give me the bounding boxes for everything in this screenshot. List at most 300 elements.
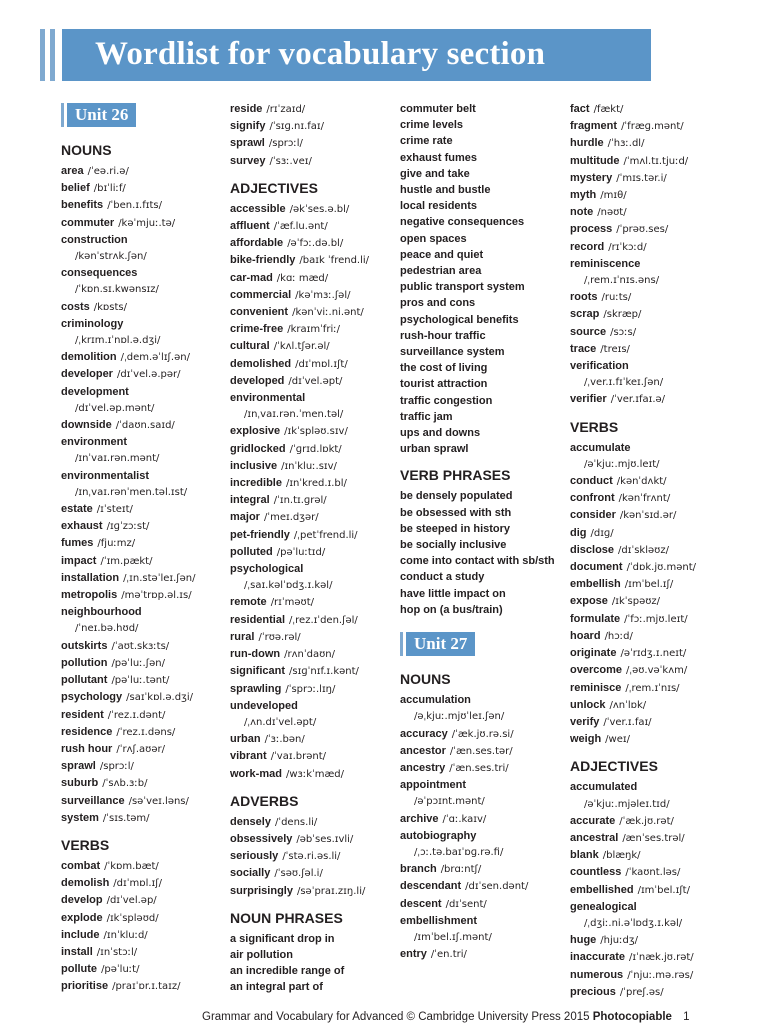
pronunciation: /əˈkjuː.mjʊ.leɪt/: [584, 458, 660, 470]
word: demolish: [61, 877, 110, 890]
word: inaccurate: [570, 951, 626, 964]
word-entry: [400, 166, 555, 182]
word-entry: [570, 101, 696, 118]
pronunciation: /brɑːntʃ/: [440, 864, 482, 876]
word: develop: [61, 894, 103, 907]
word-entry: [230, 865, 369, 882]
word-entry: [61, 587, 196, 604]
word-entry: [230, 594, 369, 611]
word-entry: [230, 963, 369, 979]
pronunciation: /ɪmˈbel.ɪʃ.mənt/: [414, 931, 492, 943]
section-heading: ADJECTIVES: [570, 758, 658, 775]
pronunciation: /skræp/: [603, 309, 642, 321]
word-entry: [61, 689, 196, 706]
pronunciation: /ɪkˈspləʊ.sɪv/: [284, 426, 348, 438]
word-entry: [570, 576, 696, 593]
pronunciation: /əbˈses.ɪvli/: [296, 833, 354, 845]
section-heading: VERBS: [61, 836, 110, 853]
wordlist-column-3: [400, 101, 555, 963]
word: hustle and bustle: [400, 184, 491, 197]
word-entry: [570, 628, 696, 645]
word: commercial: [230, 288, 292, 301]
pronunciation: /saɪˈkɒl.ə.dʒi/: [126, 692, 193, 704]
section-heading: NOUNS: [61, 142, 112, 158]
word: crime rate: [400, 135, 453, 148]
word-entry: [61, 384, 196, 400]
word-entry: [61, 197, 196, 214]
word-entry: [400, 861, 555, 878]
pronunciation: /sɪɡˈnɪf.ɪ.kənt/: [289, 666, 359, 678]
word: countless: [570, 866, 622, 879]
word: consequences: [61, 267, 138, 280]
wordlist-column-2: [230, 101, 369, 996]
word: ups and downs: [400, 427, 481, 440]
word: commuter: [61, 216, 115, 229]
word: residential: [230, 613, 286, 626]
pronunciation: /ˈɑː.kaɪv/: [442, 813, 487, 825]
pronunciation: /kənˈstrʌk.ʃən/: [75, 251, 147, 263]
word-entry: [570, 899, 696, 915]
pronunciation: /ˈmɪs.tər.i/: [616, 172, 667, 184]
pronunciation: /ˈæk.jʊ.rə.si/: [451, 728, 514, 740]
pronunciation: /əˈfɔː.də.bl/: [287, 238, 344, 250]
pronunciation: /ˌrez.ɪˈden.ʃəl/: [289, 614, 358, 626]
word-entry: [61, 570, 196, 587]
unit-badge: Unit 26: [67, 103, 136, 127]
word: gridlocked: [230, 442, 286, 455]
word: have little impact on: [400, 587, 506, 600]
word-entry: [400, 101, 555, 117]
word: a significant drop in: [230, 932, 335, 945]
wordlist-column-1: [61, 101, 196, 996]
word-entry: [570, 239, 696, 256]
word-entry: [400, 537, 555, 553]
word: dig: [570, 526, 587, 539]
word-entry: [61, 400, 196, 417]
pronunciation: /ɪˈsteɪt/: [96, 504, 133, 516]
pronunciation: /kənˈsɪd.ər/: [619, 510, 677, 522]
pronunciation: /ɪmˈbel.ɪʃt/: [637, 884, 690, 896]
word-entry: [230, 218, 369, 235]
word-entry: [230, 406, 369, 423]
pronunciation: /ˈsɪs.təm/: [102, 812, 150, 824]
word: document: [570, 561, 623, 574]
word: outskirts: [61, 639, 108, 652]
word: fragment: [570, 120, 618, 133]
title-banner: [40, 29, 651, 81]
word-entry: [570, 135, 696, 152]
pronunciation: /əkˈses.ə.bl/: [289, 203, 350, 215]
word-entry: [570, 391, 696, 408]
word: process: [570, 223, 613, 236]
word-entry: [230, 544, 369, 561]
word-entry: [570, 949, 696, 966]
pronunciation: /dɪˈmɒl.ɪʃt/: [295, 358, 348, 370]
word-entry: [230, 373, 369, 390]
word-entry: [230, 883, 369, 900]
word-entry: [61, 518, 196, 535]
word: undeveloped: [230, 699, 298, 712]
word: signify: [230, 120, 266, 133]
word: criminology: [61, 317, 124, 330]
word: embellished: [570, 883, 634, 896]
word-entry: [400, 441, 555, 457]
word-entry: [400, 811, 555, 828]
section-heading: NOUN PHRASES: [230, 909, 343, 926]
word-entry: [400, 521, 555, 537]
pronunciation: /ruːts/: [601, 292, 632, 304]
pronunciation: /rɪˈməʊt/: [270, 597, 314, 609]
word: mystery: [570, 171, 613, 184]
word-entry: [230, 235, 369, 252]
word-entry: [230, 748, 369, 765]
word: explode: [61, 911, 103, 924]
word: residence: [61, 725, 113, 738]
word-entry: [61, 281, 196, 298]
word-entry: [230, 663, 369, 680]
footer-photocopiable: Photocopiable: [592, 1011, 672, 1023]
unit-badge: Unit 27: [406, 632, 475, 656]
word-entry: [230, 153, 369, 170]
word: conduct a study: [400, 571, 485, 584]
page-footer: [202, 1011, 690, 1023]
word-entry: [570, 473, 696, 490]
word-entry: [61, 248, 196, 265]
word-entry: [230, 287, 369, 304]
word-entry: [570, 731, 696, 748]
word-entry: [570, 507, 696, 524]
word-entry: [570, 358, 696, 374]
word-entry: [400, 117, 555, 133]
word: significant: [230, 665, 286, 678]
word: originate: [570, 647, 617, 660]
word: crime-free: [230, 323, 284, 336]
word-entry: [61, 892, 196, 909]
pronunciation: /əˈpɔɪnt.mənt/: [414, 796, 485, 808]
word: an incredible range of: [230, 965, 345, 978]
pronunciation: /praɪˈɒr.ɪ.taɪz/: [112, 981, 181, 993]
word-entry: [230, 979, 369, 995]
word: peace and quiet: [400, 248, 484, 261]
word-entry: [570, 456, 696, 473]
word: rush hour: [61, 742, 113, 755]
pronunciation: /ˈvaɪ.brənt/: [270, 751, 326, 763]
word-entry: [230, 321, 369, 338]
pronunciation: /ˈnjuː.mə.rəs/: [627, 969, 694, 981]
word: bike-friendly: [230, 254, 296, 267]
word-entry: [570, 256, 696, 272]
word-entry: [400, 777, 555, 793]
pronunciation: /rɪˈkɔːd/: [608, 241, 647, 253]
word-entry: [230, 814, 369, 831]
word: exhaust: [61, 520, 103, 533]
word-entry: [570, 221, 696, 238]
pronunciation: /ˈmeɪ.dʒər/: [263, 512, 319, 524]
word-entry: [61, 724, 196, 741]
word-entry: [570, 779, 696, 795]
word: vibrant: [230, 750, 267, 763]
pronunciation: /rɪˈzaɪd/: [266, 104, 306, 115]
word-entry: [61, 434, 196, 450]
word-entry: [400, 946, 555, 963]
word: surprisingly: [230, 884, 293, 897]
pronunciation: /kɒsts/: [93, 301, 127, 313]
word-entry: [570, 187, 696, 204]
word-entry: [570, 324, 696, 341]
pronunciation: /kraɪmˈfriː/: [287, 324, 340, 336]
word-entry: [61, 535, 196, 552]
word-entry: [230, 423, 369, 440]
pronunciation: /pəˈluː.tənt/: [111, 675, 170, 687]
word-entry: [570, 611, 696, 628]
word: pollutant: [61, 674, 108, 687]
word: pet-friendly: [230, 528, 290, 541]
word: negative consequences: [400, 216, 525, 229]
pronunciation: /ɪmˈbel.ɪʃ/: [624, 579, 674, 591]
word: embellishment: [400, 914, 478, 927]
word: cultural: [230, 340, 270, 353]
word-entry: [400, 553, 555, 569]
word: be socially inclusive: [400, 539, 507, 552]
pronunciation: /ˈhɜː.dl/: [607, 138, 645, 150]
pronunciation: /əˈkjuː.mjəleɪ.tɪd/: [584, 798, 670, 810]
pronunciation: /ɪnˈstɔːl/: [96, 946, 138, 958]
word-entry: [570, 847, 696, 864]
word-entry: [61, 349, 196, 366]
pronunciation: /ˈrez.ɪ.dəns/: [116, 726, 176, 738]
pronunciation: /pəˈluː.ʃən/: [111, 657, 165, 669]
word: belief: [61, 182, 90, 195]
word: environmentalist: [61, 469, 150, 482]
pronunciation: /dɪˈvel.əp.mənt/: [75, 402, 155, 414]
word: scrap: [570, 308, 600, 321]
pronunciation: /ˌrem.ɪˈnɪs.əns/: [584, 275, 660, 287]
pronunciation: /ˈɜː.bən/: [264, 734, 305, 746]
word: suburb: [61, 777, 99, 790]
pronunciation: /kənˈdʌkt/: [616, 476, 667, 488]
word: neighbourhood: [61, 606, 142, 619]
word-entry: [230, 118, 369, 135]
word: construction: [61, 233, 128, 246]
word-entry: [61, 265, 196, 281]
word-entry: [400, 505, 555, 521]
word: the cost of living: [400, 362, 488, 375]
word-entry: [570, 559, 696, 576]
word: demolition: [61, 351, 117, 364]
word-entry: [61, 961, 196, 978]
pronunciation: /ˈsɪɡ.nɪ.faɪ/: [269, 121, 324, 133]
pronunciation: /pəˈluːtɪd/: [276, 546, 326, 558]
word-entry: [61, 638, 196, 655]
word: huge: [570, 934, 597, 947]
word: appointment: [400, 779, 466, 792]
word: include: [61, 928, 100, 941]
word-entry: [400, 231, 555, 247]
pronunciation: /ɪnˈvaɪ.rən.mənt/: [75, 453, 160, 465]
word-entry: [570, 153, 696, 170]
word: developer: [61, 368, 113, 381]
word-entry: [61, 215, 196, 232]
word-entry: [61, 450, 196, 467]
word: accessible: [230, 202, 286, 215]
pronunciation: /ˈkʌl.tʃər.əl/: [273, 341, 330, 353]
pronunciation: /ˌver.ɪ.fɪˈkeɪ.ʃən/: [584, 377, 664, 389]
word: explosive: [230, 425, 281, 438]
pronunciation: /kənˈviː.ni.ənt/: [292, 307, 364, 319]
word: installation: [61, 571, 120, 584]
word-entry: [230, 356, 369, 373]
word-entry: [570, 341, 696, 358]
word-entry: [400, 743, 555, 760]
pronunciation: /ˈver.ɪ.faɪ/: [603, 716, 652, 728]
word-entry: [230, 848, 369, 865]
word-entry: [61, 775, 196, 792]
word: public transport system: [400, 281, 525, 294]
word-entry: [230, 577, 369, 594]
word: accumulate: [570, 441, 631, 454]
pronunciation: /əˌkjuː.mjʊˈleɪ.ʃən/: [414, 711, 505, 723]
word: be obsessed with sth: [400, 506, 512, 519]
pronunciation: /ʌnˈlɒk/: [609, 699, 647, 711]
word: metropolis: [61, 589, 118, 602]
word-entry: [61, 501, 196, 518]
word: ancestor: [400, 744, 446, 757]
pronunciation: /ˈæn.ses.tri/: [449, 762, 509, 774]
title-stripe: [50, 29, 55, 81]
pronunciation: /ˌrem.ɪˈnɪs/: [625, 682, 680, 694]
word: rush-hour traffic: [400, 329, 486, 342]
word: pollution: [61, 656, 108, 669]
word-entry: [400, 913, 555, 929]
word: pros and cons: [400, 297, 476, 310]
word: be steeped in history: [400, 522, 511, 535]
word-entry: [230, 338, 369, 355]
pronunciation: /ˈɪn.tɪ.ɡrəl/: [273, 495, 327, 507]
pronunciation: /ɪnˌvaɪ.rən.ˈmen.təl/: [244, 409, 344, 421]
word-entry: [570, 984, 696, 1001]
pronunciation: /ˈdɒk.jʊ.mənt/: [626, 562, 697, 574]
word: integral: [230, 494, 270, 507]
pronunciation: /rʌnˈdaʊn/: [284, 649, 335, 661]
word: surveillance: [61, 794, 125, 807]
word-entry: [570, 306, 696, 323]
word-entry: [230, 509, 369, 526]
word: note: [570, 206, 594, 219]
word: sprawl: [61, 760, 96, 773]
pronunciation: /kɑː mæd/: [276, 272, 329, 284]
pronunciation: /ˈæn.ses.tər/: [449, 745, 513, 757]
word-entry: [230, 527, 369, 544]
word: be densely populated: [400, 490, 513, 503]
word: major: [230, 511, 260, 524]
pronunciation: /kəˈmjuː.tə/: [118, 217, 176, 229]
word: area: [61, 165, 84, 177]
word: rural: [230, 630, 255, 643]
word: install: [61, 945, 93, 958]
word-entry: [570, 289, 696, 306]
word-entry: [230, 135, 369, 152]
word: trace: [570, 342, 597, 355]
word: reside: [230, 103, 263, 115]
pronunciation: /ˈrez.ɪ.dənt/: [107, 709, 166, 721]
pronunciation: /dɪˈvel.ə.pər/: [116, 369, 181, 381]
pronunciation: /səˈpraɪ.zɪŋ.li/: [296, 885, 366, 897]
word: multitude: [570, 154, 620, 167]
word: survey: [230, 154, 266, 167]
pronunciation: /ɪnˈkred.ɪ.bl/: [285, 478, 347, 490]
pronunciation: /kəˈmɜː.ʃəl/: [295, 289, 351, 301]
word-entry: [61, 332, 196, 349]
word-entry: [400, 692, 555, 708]
pronunciation: /ˈɪm.pækt/: [100, 555, 153, 567]
word-entry: [400, 602, 555, 618]
word-entry: [400, 247, 555, 263]
pronunciation: /ˈaʊt.skɜːts/: [111, 640, 170, 652]
pronunciation: /ˈkɒm.bæt/: [104, 860, 159, 872]
word-entry: [400, 150, 555, 166]
pronunciation: /hɔːd/: [604, 630, 633, 642]
word-entry: [570, 525, 696, 542]
word: blank: [570, 849, 599, 862]
word-entry: [230, 731, 369, 748]
word-entry: [230, 947, 369, 963]
word: affluent: [230, 220, 270, 233]
word-entry: [230, 390, 369, 406]
word-entry: [570, 830, 696, 847]
word-entry: [400, 344, 555, 360]
pronunciation: /ɪkˈspəʊz/: [611, 596, 661, 608]
pronunciation: /bɪˈliːf/: [93, 183, 126, 195]
word: crime levels: [400, 119, 463, 132]
word: unlock: [570, 698, 606, 711]
word-entry: [570, 813, 696, 830]
word: genealogical: [570, 900, 637, 913]
word-entry: [570, 662, 696, 679]
word: developed: [230, 374, 285, 387]
pronunciation: /ˈsɜː.veɪ/: [269, 155, 312, 167]
title-stripe: [40, 29, 45, 81]
word: development: [61, 385, 129, 398]
pronunciation: /ɪnˌvaɪ.rənˈmen.təl.ɪst/: [75, 486, 188, 498]
pronunciation: /blæŋk/: [602, 850, 641, 862]
word-entry: [61, 707, 196, 724]
word-entry: [570, 490, 696, 507]
word: myth: [570, 189, 597, 202]
word-entry: [230, 252, 369, 269]
word: socially: [230, 867, 271, 880]
pronunciation: /ˌkrɪm.ɪˈnɒl.ə.dʒi/: [75, 335, 161, 347]
word: obsessively: [230, 832, 293, 845]
word-entry: [400, 793, 555, 810]
pronunciation: /ˌʌn.dɪˈvel.əpt/: [244, 716, 317, 728]
word: inclusive: [230, 459, 278, 472]
word: open spaces: [400, 232, 467, 245]
word-entry: [61, 793, 196, 810]
word-entry: [400, 488, 555, 504]
word: hurdle: [570, 137, 604, 150]
pronunciation: /dɪɡ/: [590, 527, 614, 539]
pronunciation: /ˌɔː.tə.baɪˈɒɡ.rə.fi/: [414, 846, 504, 858]
word: convenient: [230, 306, 289, 319]
word: hop on (a bus/train): [400, 603, 503, 616]
word-entry: [400, 376, 555, 392]
word-entry: [570, 118, 696, 135]
pronunciation: /ˈsprɔː.lɪŋ/: [285, 683, 336, 695]
pronunciation: /ˌdem.əˈlɪʃ.ən/: [120, 352, 190, 364]
word: precious: [570, 985, 616, 998]
word: accumulation: [400, 694, 471, 707]
word: archive: [400, 812, 439, 825]
